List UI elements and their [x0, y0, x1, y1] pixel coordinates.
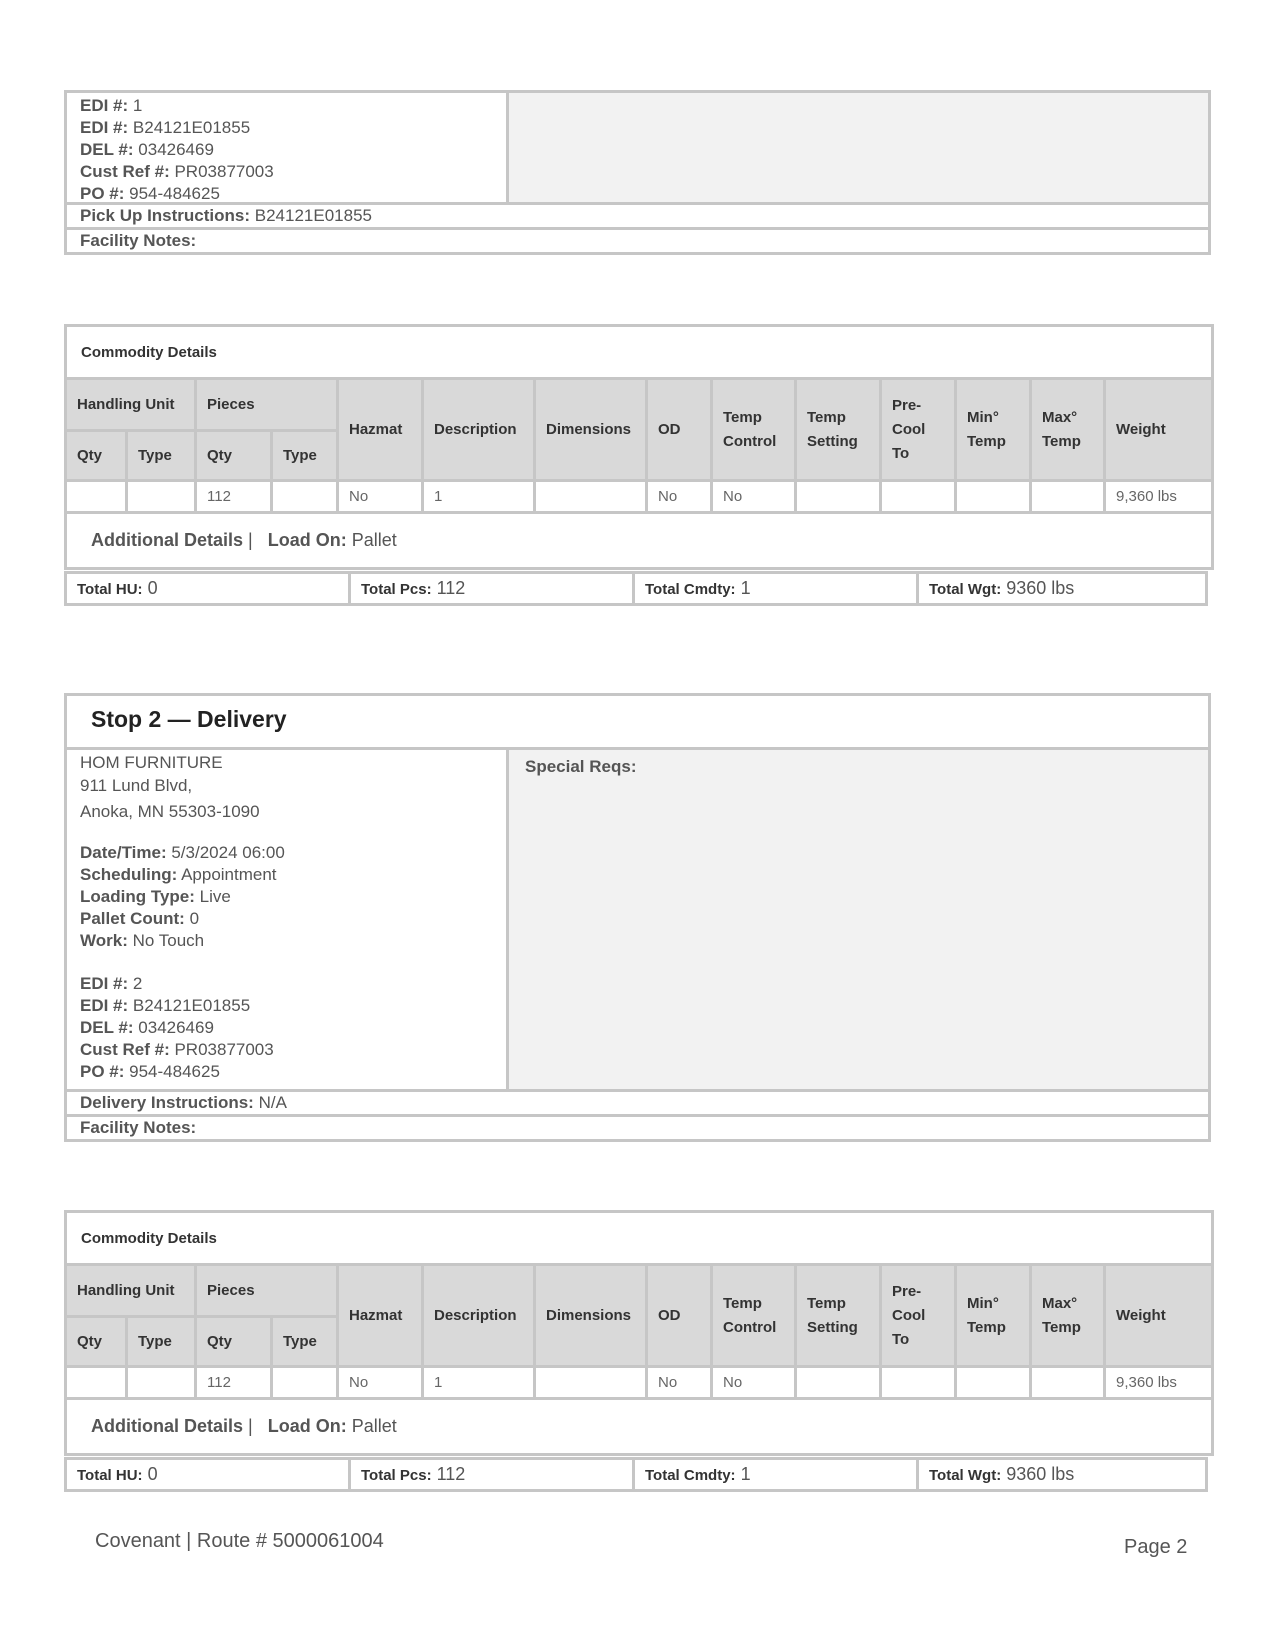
hazmat-cell: No — [338, 481, 423, 513]
pickup-instructions-value: B24121E01855 — [254, 206, 372, 225]
pcs-qty-cell: 112 — [196, 481, 272, 513]
footer-route: Covenant | Route # 5000061004 — [95, 1530, 384, 1552]
handling-unit-header: Handling Unit — [66, 379, 196, 431]
total-hu-label: Total HU: — [77, 581, 143, 598]
od-cell: No — [647, 1367, 712, 1399]
work-label: Work: — [80, 931, 128, 950]
facility-notes-label: Facility Notes: — [80, 1118, 197, 1137]
temp-control-header: Temp Control — [712, 1265, 796, 1367]
cust-ref-value: PR03877003 — [174, 1040, 274, 1059]
dimensions-cell — [535, 481, 647, 513]
commodity-table-2 — [64, 1210, 1214, 1456]
max-temp-cell — [1031, 481, 1105, 513]
od-header: OD — [647, 379, 712, 481]
pcs-qty-header: Qty — [196, 1317, 272, 1367]
pre-cool-to-header: Pre-Cool To — [881, 379, 956, 481]
table-row — [66, 481, 1213, 513]
description-cell: 1 — [423, 481, 535, 513]
min-temp-header: Min° Temp — [956, 1265, 1031, 1367]
commodity-details-title: Commodity Details — [66, 326, 1213, 379]
edi-value: B24121E01855 — [132, 996, 251, 1015]
description-cell: 1 — [423, 1367, 535, 1399]
od-header: OD — [647, 1265, 712, 1367]
pcs-type-cell — [272, 1367, 338, 1399]
total-pcs-value: 112 — [436, 1464, 466, 1484]
stop2-details-block — [64, 747, 1211, 1092]
temp-setting-header: Temp Setting — [796, 1265, 881, 1367]
edi-label: EDI #: — [80, 96, 129, 115]
load-on-label: Load On: — [267, 1416, 347, 1436]
address-line-1: 911 Lund Blvd, — [80, 776, 193, 795]
cust-ref-value: PR03877003 — [174, 162, 274, 181]
special-reqs-label: Special Reqs: — [525, 757, 637, 776]
pre-cool-to-cell — [881, 481, 956, 513]
footer-page-number: Page 2 — [1124, 1536, 1188, 1558]
total-hu-value: 0 — [147, 578, 158, 598]
hu-type-header: Type — [127, 1317, 196, 1367]
commodity-details-title: Commodity Details — [66, 1212, 1213, 1265]
del-label: DEL #: — [80, 1018, 134, 1037]
pickup-instructions-row — [64, 202, 1211, 230]
weight-header: Weight — [1105, 1265, 1213, 1367]
total-hu — [64, 571, 351, 606]
edi-value: 2 — [132, 974, 143, 993]
hu-type-cell — [127, 1367, 196, 1399]
po-value: 954-484625 — [129, 184, 220, 203]
total-hu — [64, 1457, 351, 1492]
additional-details-label: Additional Details — [91, 530, 244, 550]
facility-notes-row — [64, 1114, 1211, 1142]
total-hu-value: 0 — [147, 1464, 158, 1484]
pieces-header: Pieces — [196, 1265, 338, 1317]
total-cmdty — [632, 1457, 919, 1492]
total-cmdty-value: 1 — [740, 1464, 751, 1484]
special-reqs-panel — [509, 750, 1208, 1089]
min-temp-cell — [956, 481, 1031, 513]
total-pcs — [348, 1457, 635, 1492]
cust-ref-label: Cust Ref #: — [80, 162, 170, 181]
hu-type-cell — [127, 481, 196, 513]
total-pcs-label: Total Pcs: — [361, 581, 432, 598]
facility-notes-label: Facility Notes: — [80, 231, 197, 250]
handling-unit-header: Handling Unit — [66, 1265, 196, 1317]
edi-value: 1 — [132, 96, 143, 115]
hu-qty-header: Qty — [66, 431, 127, 481]
stop2-title: Stop 2 — Delivery — [91, 706, 287, 732]
commodity-totals-1 — [64, 571, 1211, 606]
delivery-instructions-label: Delivery Instructions: — [80, 1093, 254, 1112]
temp-setting-cell — [796, 481, 881, 513]
loading-type-value: Live — [199, 887, 231, 906]
del-value: 03426469 — [138, 140, 214, 159]
pcs-type-cell — [272, 481, 338, 513]
additional-details-row: Additional Details | Load On: Pallet — [66, 513, 1213, 569]
datetime-value: 5/3/2024 06:00 — [171, 843, 285, 862]
temp-setting-cell — [796, 1367, 881, 1399]
facility-name: HOM FURNITURE — [80, 753, 223, 772]
scheduling-value: Appointment — [181, 865, 277, 884]
stop2-address-column — [67, 750, 509, 1089]
work-value: No Touch — [132, 931, 205, 950]
total-wgt — [916, 1457, 1208, 1492]
description-header: Description — [423, 1265, 535, 1367]
pickup-instructions-label: Pick Up Instructions: — [80, 206, 251, 225]
pcs-type-header: Type — [272, 431, 338, 481]
facility-notes-row — [64, 227, 1211, 255]
total-hu-label: Total HU: — [77, 1467, 143, 1484]
commodity-table-1 — [64, 324, 1214, 570]
stop2-header — [64, 693, 1211, 750]
dimensions-cell — [535, 1367, 647, 1399]
pcs-type-header: Type — [272, 1317, 338, 1367]
hazmat-header: Hazmat — [338, 1265, 423, 1367]
del-value: 03426469 — [138, 1018, 214, 1037]
del-label: DEL #: — [80, 140, 134, 159]
od-cell: No — [647, 481, 712, 513]
total-pcs — [348, 571, 635, 606]
hazmat-cell: No — [338, 1367, 423, 1399]
total-pcs-value: 112 — [436, 578, 466, 598]
pcs-qty-cell: 112 — [196, 1367, 272, 1399]
stop1-refs-right-panel — [509, 93, 1208, 202]
min-temp-header: Min° Temp — [956, 379, 1031, 481]
load-on-value: Pallet — [351, 1416, 397, 1436]
max-temp-header: Max° Temp — [1031, 1265, 1105, 1367]
total-wgt-value: 9360 lbs — [1006, 578, 1075, 598]
commodity-totals-2 — [64, 1457, 1211, 1492]
weight-header: Weight — [1105, 379, 1213, 481]
delivery-instructions-row — [64, 1089, 1211, 1117]
total-cmdty-label: Total Cmdty: — [645, 1467, 736, 1484]
description-header: Description — [423, 379, 535, 481]
pieces-header: Pieces — [196, 379, 338, 431]
load-on-value: Pallet — [351, 530, 397, 550]
delivery-instructions-value: N/A — [258, 1093, 287, 1112]
additional-details-label: Additional Details — [91, 1416, 244, 1436]
edi-value: B24121E01855 — [132, 118, 251, 137]
edi-label: EDI #: — [80, 118, 129, 137]
dimensions-header: Dimensions — [535, 1265, 647, 1367]
edi-label: EDI #: — [80, 996, 129, 1015]
total-wgt — [916, 571, 1208, 606]
min-temp-cell — [956, 1367, 1031, 1399]
stop1-reference-block — [64, 90, 1211, 205]
total-wgt-value: 9360 lbs — [1006, 1464, 1075, 1484]
weight-cell: 9,360 lbs — [1105, 481, 1213, 513]
cust-ref-label: Cust Ref #: — [80, 1040, 170, 1059]
load-on-label: Load On: — [267, 530, 347, 550]
temp-setting-header: Temp Setting — [796, 379, 881, 481]
total-cmdty — [632, 571, 919, 606]
hazmat-header: Hazmat — [338, 379, 423, 481]
pre-cool-to-header: Pre-Cool To — [881, 1265, 956, 1367]
pallet-count-value: 0 — [189, 909, 200, 928]
hu-qty-header: Qty — [66, 1317, 127, 1367]
edi-label: EDI #: — [80, 974, 129, 993]
stop1-refs-left — [67, 93, 509, 202]
hu-qty-cell — [66, 1367, 127, 1399]
dimensions-header: Dimensions — [535, 379, 647, 481]
total-wgt-label: Total Wgt: — [929, 1467, 1002, 1484]
max-temp-cell — [1031, 1367, 1105, 1399]
additional-details-row: Additional Details | Load On: Pallet — [66, 1399, 1213, 1455]
po-value: 954-484625 — [129, 1062, 220, 1081]
pre-cool-to-cell — [881, 1367, 956, 1399]
temp-control-cell: No — [712, 481, 796, 513]
po-label: PO #: — [80, 1062, 125, 1081]
pallet-count-label: Pallet Count: — [80, 909, 185, 928]
address-line-2: Anoka, MN 55303-1090 — [80, 802, 260, 821]
loading-type-label: Loading Type: — [80, 887, 195, 906]
temp-control-cell: No — [712, 1367, 796, 1399]
table-row — [66, 1367, 1213, 1399]
hu-type-header: Type — [127, 431, 196, 481]
scheduling-label: Scheduling: — [80, 865, 178, 884]
weight-cell: 9,360 lbs — [1105, 1367, 1213, 1399]
total-wgt-label: Total Wgt: — [929, 581, 1002, 598]
datetime-label: Date/Time: — [80, 843, 167, 862]
total-cmdty-label: Total Cmdty: — [645, 581, 736, 598]
pcs-qty-header: Qty — [196, 431, 272, 481]
total-pcs-label: Total Pcs: — [361, 1467, 432, 1484]
po-label: PO #: — [80, 184, 125, 203]
temp-control-header: Temp Control — [712, 379, 796, 481]
hu-qty-cell — [66, 481, 127, 513]
max-temp-header: Max° Temp — [1031, 379, 1105, 481]
total-cmdty-value: 1 — [740, 578, 751, 598]
